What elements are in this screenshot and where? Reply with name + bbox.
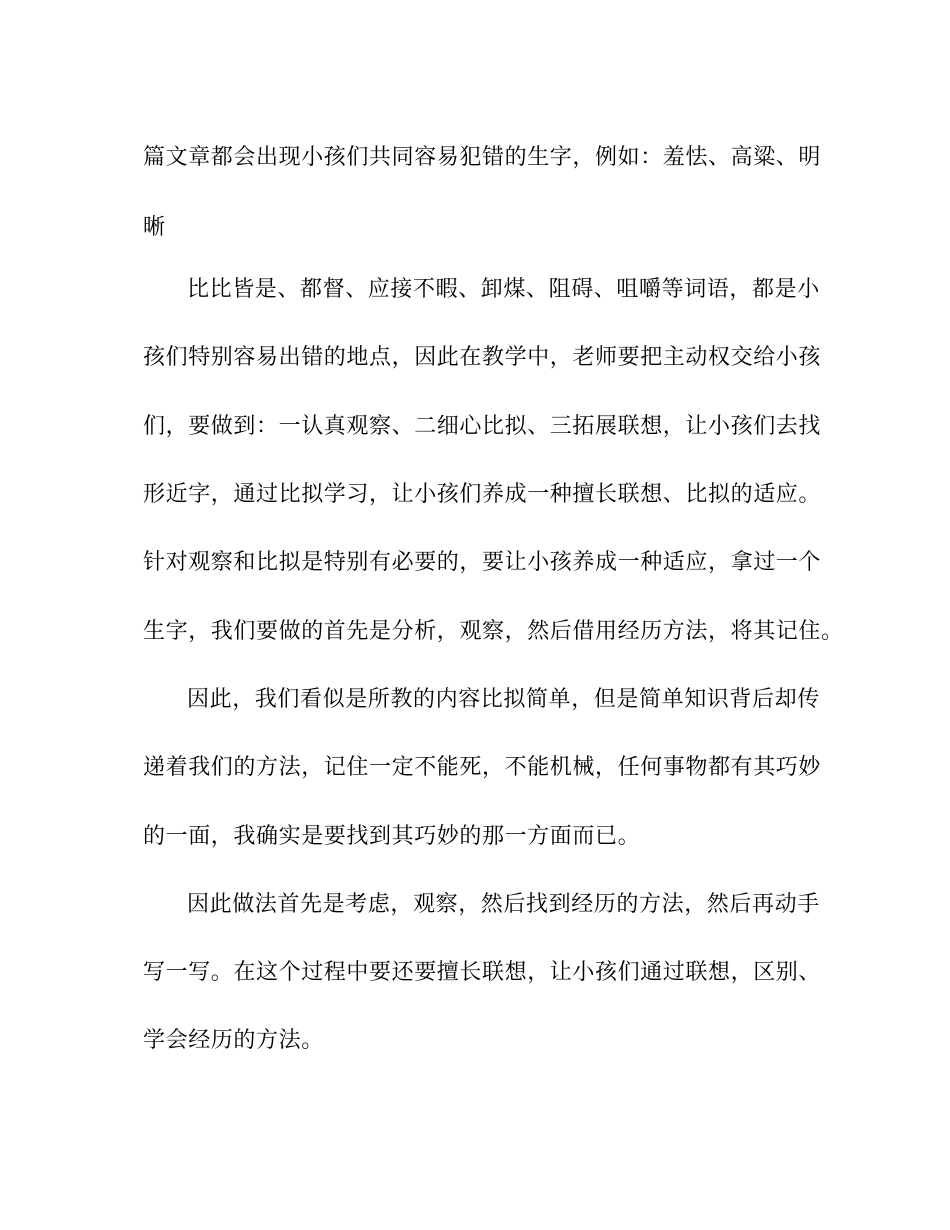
text-line-4: 孩们特别容易出错的地点，因此在教学中，老师要把主动权交给小孩: [143, 345, 822, 370]
paragraph-start-line-12: 因此做法首先是考虑，观察，然后找到经历的方法，然后再动手: [187, 892, 820, 917]
text-line-1: 篇文章都会出现小孩们共同容易犯错的生字，例如：羞怯、高粱、明: [143, 145, 822, 170]
text-line-2: 晰: [143, 215, 166, 240]
text-line-10: 递着我们的方法，记住一定不能死，不能机械，任何事物都有其巧妙: [143, 755, 822, 780]
text-line-7: 针对观察和比拟是特别有必要的，要让小孩养成一种适应，拿过一个: [143, 550, 822, 575]
text-line-13: 写一写。在这个过程中要还要擅长联想，让小孩们通过联想，区别、: [143, 960, 822, 985]
text-line-5: 们，要做到：一认真观察、二细心比拟、三拓展联想，让小孩们去找: [143, 414, 822, 439]
paragraph-start-line-3: 比比皆是、都督、应接不暇、卸煤、阻碍、咀嚼等词语，都是小: [187, 277, 820, 302]
text-line-8: 生字，我们要做的首先是分析，观察，然后借用经历方法，将其记住。: [143, 619, 844, 644]
text-line-11: 的一面，我确实是要找到其巧妙的那一方面而已。: [143, 824, 641, 849]
paragraph-start-line-9: 因此，我们看似是所教的内容比拟简单，但是简单知识背后却传: [187, 687, 820, 712]
text-line-14: 学会经历的方法。: [143, 1028, 324, 1053]
text-line-6: 形近字，通过比拟学习，让小孩们养成一种擅长联想、比拟的适应。: [143, 482, 822, 507]
